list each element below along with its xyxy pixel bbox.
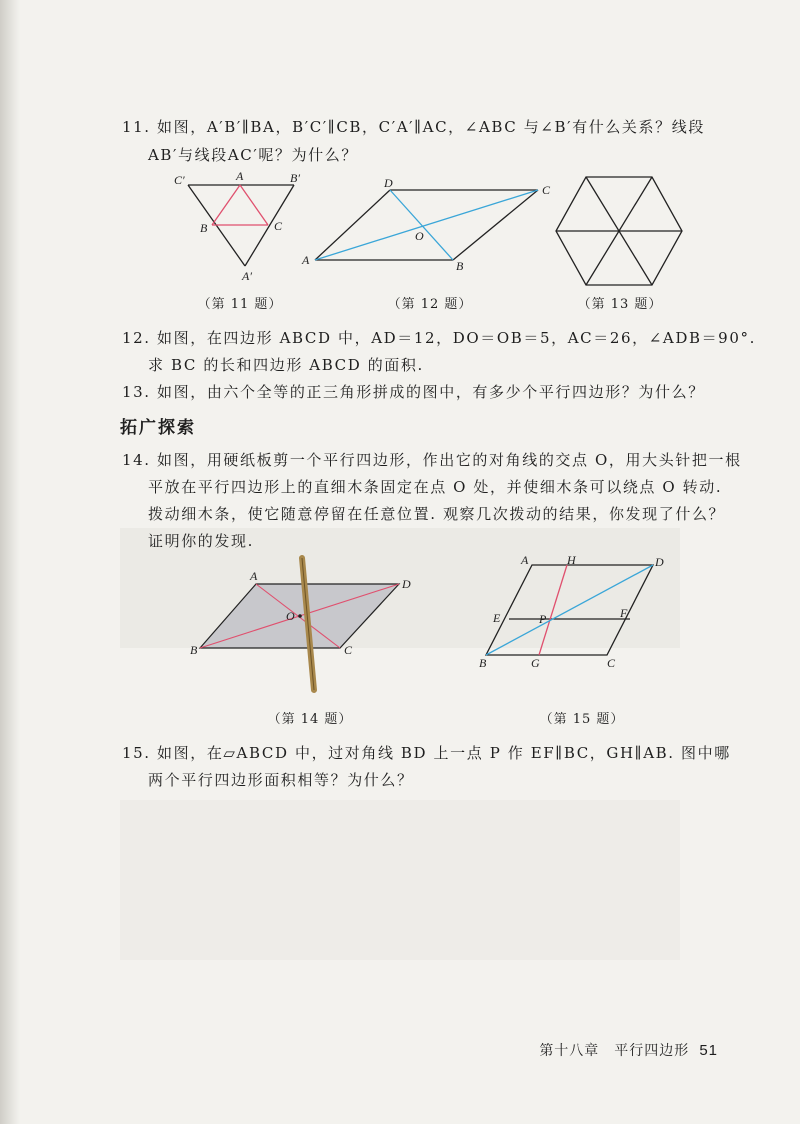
fig12-segment-ad — [315, 190, 390, 260]
figure-11-caption: （第 11 题） — [197, 297, 283, 312]
fig11-label-b: B — [200, 221, 208, 235]
problem-15-line-1: 15. 如图，在▱ABCD 中，过对角线 BD 上一点 P 作 EF∥BC，GH∥AB. 图中哪 — [122, 744, 731, 762]
section-title: 拓广探索 — [120, 418, 196, 438]
figure-12-quadrilateral — [300, 176, 560, 275]
problem-14-line-1: 14. 如图，用硬纸板剪一个平行四边形，作出它的对角线的交点 O，用大头针把一根 — [122, 451, 742, 469]
fig15-label-d: D — [655, 555, 664, 569]
problem-15-line-2: 两个平行四边形面积相等？为什么？ — [148, 771, 414, 789]
figure-13-caption: （第 13 题） — [577, 297, 663, 312]
problem-13-line-1: 13. 如图，由六个全等的正三角形拼成的图中，有多少个平行四边形？为什么？ — [122, 383, 705, 401]
problem-14-line-3: 拨动细木条，使它随意停留在任意位置. 观察几次拨动的结果，你发现了什么？ — [148, 505, 726, 523]
fig11-label-a: A — [236, 169, 244, 183]
fig15-label-f: F — [620, 606, 628, 620]
page-binding-shadow — [0, 0, 20, 1124]
figure-14-parallelogram-with-stick — [190, 550, 420, 695]
fig12-label-d: D — [384, 176, 393, 190]
fig12-label-c: C — [542, 183, 551, 197]
fig11-segment-ac — [240, 185, 268, 225]
problem-12-line-2: 求 BC 的长和四边形 ABCD 的面积. — [148, 356, 424, 374]
figure-15-parallelogram — [475, 555, 675, 670]
fig12-diagonal-db — [390, 190, 453, 260]
figure-14-caption: （第 14 题） — [267, 712, 353, 727]
figure-13-hexagon — [555, 175, 685, 290]
fig15-label-g: G — [531, 656, 540, 670]
fig14-label-d: D — [402, 577, 411, 591]
fig12-label-o: O — [415, 229, 424, 243]
chapter-title: 第十八章 平行四边形 — [539, 1043, 690, 1059]
figure-12-caption: （第 12 题） — [387, 297, 473, 312]
figure-11-triangle — [170, 170, 310, 285]
fig14-label-b: B — [190, 643, 198, 657]
fig15-segment-hg — [539, 565, 567, 655]
problem-11-line-2: AB′与线段AC′呢？为什么？ — [148, 146, 358, 164]
fig12-label-a: A — [302, 253, 310, 267]
problem-14-line-4: 证明你的发现. — [148, 532, 254, 550]
fig11-label-b-prime: B′ — [290, 171, 300, 185]
fig12-segment-bc — [453, 190, 538, 260]
problem-14-line-2: 平放在平行四边形上的直细木条固定在点 O 处，并使细木条可以绕点 O 转动. — [148, 478, 723, 496]
fig14-label-o: O — [286, 609, 295, 623]
fig11-label-a-prime: A′ — [242, 269, 252, 283]
fig14-label-c: C — [344, 643, 353, 657]
fig15-label-a: A — [521, 553, 529, 567]
page-footer — [539, 1040, 718, 1060]
fig15-label-p: P — [539, 612, 547, 626]
fig11-label-c-prime: C′ — [174, 173, 185, 187]
problem-11-line-1: 11. 如图，A′B′∥BA，B′C′∥CB，C′A′∥AC，∠ABC 与∠B′有什么关系？线段 — [122, 118, 705, 136]
fig15-label-h: H — [567, 553, 576, 567]
bleed-through-box — [120, 800, 680, 960]
page-number: 51 — [699, 1042, 718, 1059]
figure-15-caption: （第 15 题） — [539, 712, 625, 727]
fig12-label-b: B — [456, 259, 464, 273]
fig11-label-c: C — [274, 219, 283, 233]
fig12-diagonal-ac — [315, 190, 538, 260]
fig15-label-b: B — [479, 656, 487, 670]
fig15-label-e: E — [493, 611, 501, 625]
fig14-label-a: A — [250, 569, 258, 583]
problem-12-line-1: 12. 如图，在四边形 ABCD 中，AD＝12，DO＝OB＝5，AC＝26，∠ADB＝90°. — [122, 329, 756, 347]
fig15-label-c: C — [607, 656, 616, 670]
fig15-diagonal-bd — [486, 565, 653, 655]
fig14-pin-point — [298, 614, 302, 618]
fig11-segment-ab — [212, 185, 240, 225]
